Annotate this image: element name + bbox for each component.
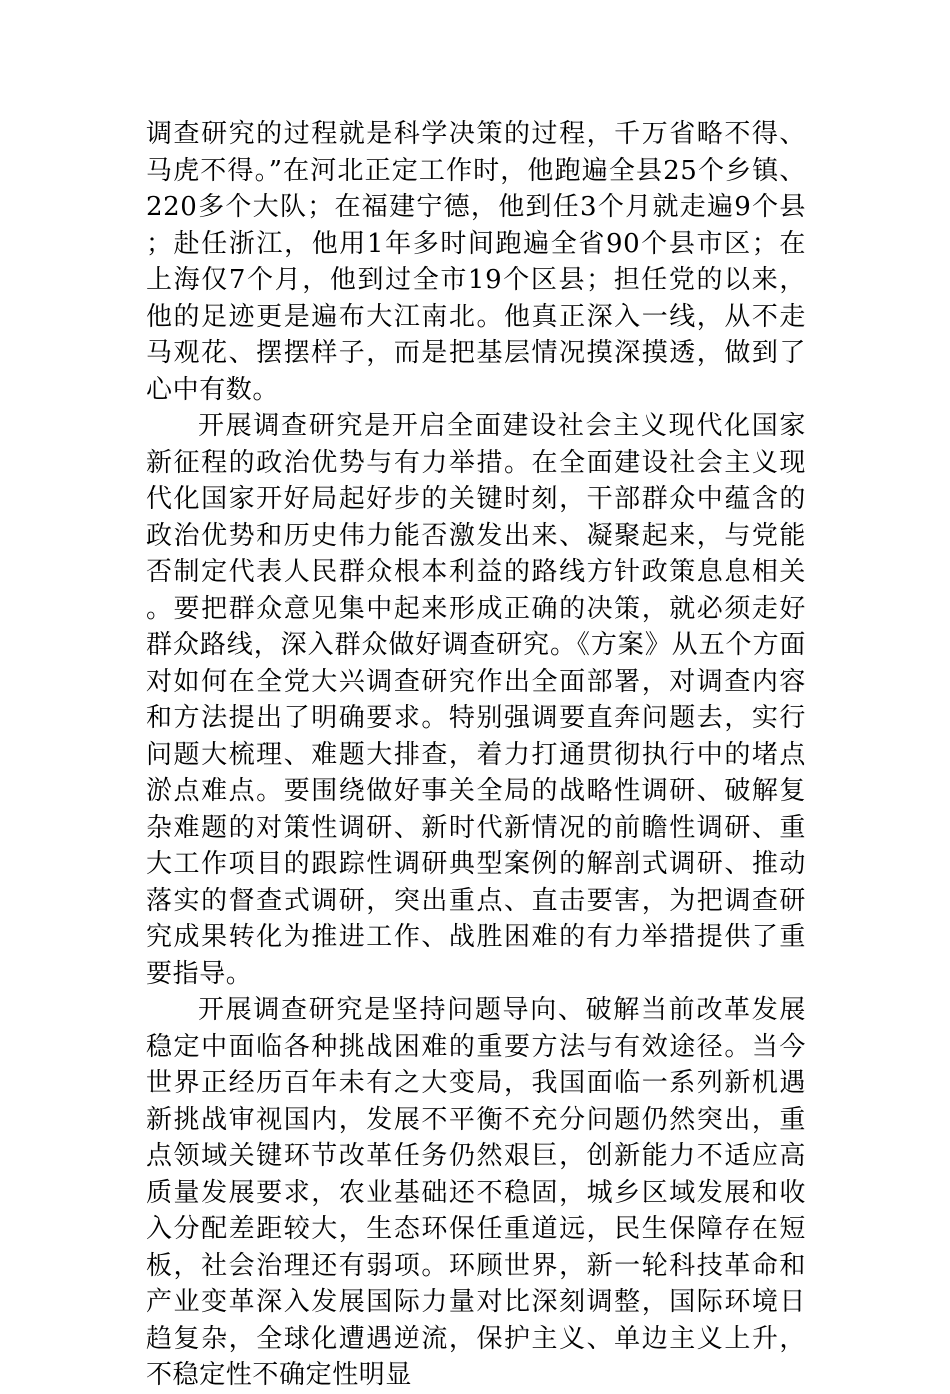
paragraph-2: 开展调查研究是开启全面建设社会主义现代化国家新征程的政治优势与有力举措。在全面建设社会主义现代化国家开好局起好步的关键时刻，干部群众中蕴含的政治优势和历史伟力能否激发出来、凝聚起来，与党能否制定代表人民群众根本利益的路线方针政策息息相关。要把群众意见集中起来形成正确的决策，就必须走好群众路线，深入群众做好调查研究。《方案》从五个方面对如何在全党大兴调查研究作出全面部署，对调查内容和方法提出了明确要求。特别强调要直奔问题去，实行问题大梳理、难题大排查，着力打通贯彻执行中的堵点淤点难点。要围绕做好事关全局的战略性调研、破解复杂难题的对策性调研、新时代新情况的前瞻性调研、重大工作项目的跟踪性调研典型案例的解剖式调研、推动落实的督查式调研，突出重点、直击要害，为把调查研究成果转化为推进工作、战胜困难的有力举措提供了重要指导。 (146, 411, 806, 989)
paragraph-1: 调查研究的过程就是科学决策的过程，千万省略不得、马虎不得。”在河北正定工作时，他跑遍全县25个乡镇、220多个大队；在福建宁德，他到任3个月就走遍9个县；赴任浙江，他用1年多时间跑遍全省90个县市区；在上海仅7个月，他到过全市19个区县；担任党的以来，他的足迹更是遍布大江南北。他真正深入一线，从不走马观花、摆摆样子，而是把基层情况摸深摸透，做到了心中有数。 (146, 119, 806, 405)
document-body (146, 116, 806, 1394)
paragraph-3: 开展调查研究是坚持问题导向、破解当前改革发展稳定中面临各种挑战困难的重要方法与有效途径。当今世界正经历百年未有之大变局，我国面临一系列新机遇新挑战审视国内，发展不平衡不充分问题仍然突出，重点领域关键环节改革任务仍然艰巨，创新能力不适应高质量发展要求，农业基础还不稳固，城乡区域发展和收入分配差距较大，生态环保任重道远，民生保障存在短板，社会治理还有弱项。环顾世界，新一轮科技革命和产业变革深入发展国际力量对比深刻调整，国际环境日趋复杂，全球化遭遇逆流，保护主义、单边主义上升，不稳定性不确定性明显 (146, 995, 806, 1390)
